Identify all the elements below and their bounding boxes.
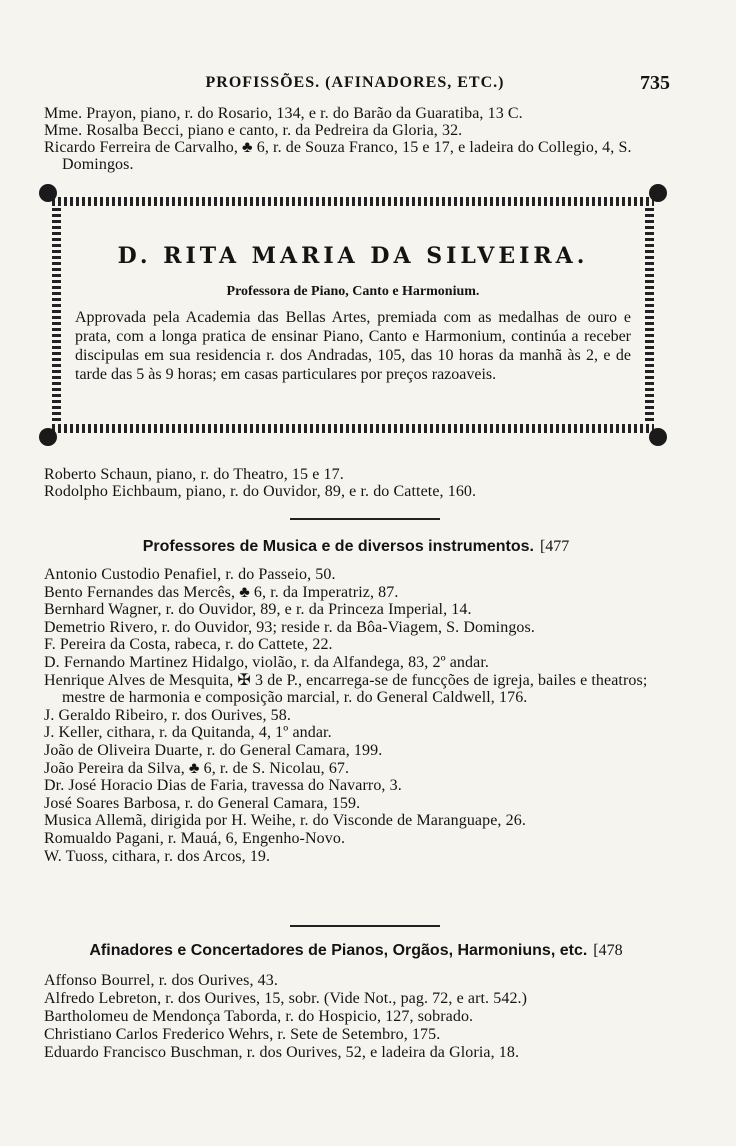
list-item: Eduardo Francisco Buschman, r. dos Ourives, 52, e ladeira da Gloria, 18. <box>44 1044 520 1061</box>
page-header <box>40 74 670 100</box>
list-item: João Pereira da Silva, ♣ 6, r. de S. Nicolau, 67. <box>44 759 350 777</box>
ad-name: D. RITA MARIA DA SILVEIRA. <box>117 243 589 269</box>
list-item: F. Pereira da Costa, rabeca, r. do Cattete, 22. <box>44 636 333 654</box>
section-478-entries <box>44 972 676 1062</box>
corner-ornament-icon <box>649 184 667 202</box>
list-item: Christiano Carlos Frederico Wehrs, r. Sete de Setembro, 175. <box>44 1026 441 1043</box>
list-item: Demetrio Rivero, r. do Ouvidor, 93; reside r. da Bôa-Viagem, S. Domingos. <box>44 618 535 636</box>
list-item: W. Tuoss, cithara, r. dos Arcos, 19. <box>44 847 271 865</box>
list-item: Henrique Alves de Mesquita, ✠ 3 de P., encarrega-se de funcções de igreja, bailes e theatros; mestre de harmonia e composição marcial, r. do General Caldwell, 176. <box>44 671 648 707</box>
after-ad-entries <box>44 466 676 500</box>
section-divider <box>290 518 440 520</box>
list-item: Bartholomeu de Mendonça Taborda, r. do Hospicio, 127, sobrado. <box>44 1008 474 1025</box>
list-item: Rodolpho Eichbaum, piano, r. do Ouvidor, 89, e r. do Cattete, 160. <box>44 483 477 500</box>
section-number: [477 <box>539 538 570 555</box>
list-item: Bernhard Wagner, r. do Ouvidor, 89, e r. da Princeza Imperial, 14. <box>44 601 472 619</box>
list-item: Dr. José Horacio Dias de Faria, travessa do Navarro, 3. <box>44 777 402 795</box>
section-number: [478 <box>593 942 623 959</box>
section-heading-478 <box>40 942 672 960</box>
list-item: José Soares Barbosa, r. do General Camara, 159. <box>44 794 361 812</box>
corner-ornament-icon <box>39 428 57 446</box>
list-item: Romualdo Pagani, r. Mauá, 6, Engenho-Novo. <box>44 829 346 847</box>
list-item: João de Oliveira Duarte, r. do General Camara, 199. <box>44 741 383 759</box>
corner-ornament-icon <box>39 184 57 202</box>
list-item: Roberto Schaun, piano, r. do Theatro, 15 e 17. <box>44 466 344 483</box>
list-item: Affonso Bourrel, r. dos Ourives, 43. <box>44 972 278 989</box>
corner-ornament-icon <box>649 428 667 446</box>
list-item: Antonio Custodio Penafiel, r. do Passeio, 50. <box>44 566 336 583</box>
ad-body: Approvada pela Academia das Bellas Artes, premiada com as medalhas de ouro e prata, com a longa pratica de ensinar Piano, Canto e Harmonium, continúa a receber discipulas em sua residencia r. dos Andradas, 105, das 10 horas da manhã às 2, e de tarde das 5 às 9 horas; em casas particulares por preços razoaveis. <box>75 309 631 383</box>
list-item: Ricardo Ferreira de Carvalho, ♣ 6, r. de Souza Franco, 15 e 17, e ladeira do Collegio, 4, S. Domingos. <box>44 139 632 173</box>
list-item: J. Geraldo Ribeiro, r. dos Ourives, 58. <box>44 706 291 724</box>
top-entries <box>44 105 676 173</box>
list-item: Mme. Rosalba Becci, piano e canto, r. da Pedreira da Gloria, 32. <box>44 122 463 139</box>
list-item: Mme. Prayon, piano, r. do Rosario, 134, e r. do Barão da Guaratiba, 13 C. <box>44 105 523 122</box>
ad-subtitle: Professora de Piano, Canto e Harmonium. <box>226 284 480 299</box>
list-item: D. Fernando Martinez Hidalgo, violão, r. da Alfandega, 83, 2º andar. <box>44 653 489 671</box>
running-title: PROFISSÕES. (AFINADORES, ETC.) <box>205 74 505 91</box>
page-number: 735 <box>640 72 670 94</box>
advertisement-box <box>43 188 669 448</box>
section-heading-477 <box>40 538 672 556</box>
section-477-entries <box>44 566 676 865</box>
section-divider <box>290 925 440 927</box>
section-title: Professores de Musica e de diversos instrumentos. <box>142 538 534 555</box>
list-item: Alfredo Lebreton, r. dos Ourives, 15, sobr. (Vide Not., pag. 72, e art. 542.) <box>44 990 528 1007</box>
list-item: Bento Fernandes das Mercês, ♣ 6, r. da Imperatriz, 87. <box>44 583 399 601</box>
section-title: Afinadores e Concertadores de Pianos, Orgãos, Harmoniuns, etc. <box>89 942 588 959</box>
list-item: J. Keller, cithara, r. da Quitanda, 4, 1º andar. <box>44 724 332 742</box>
list-item: Musica Allemã, dirigida por H. Weihe, r. do Visconde de Maranguape, 26. <box>44 812 526 830</box>
